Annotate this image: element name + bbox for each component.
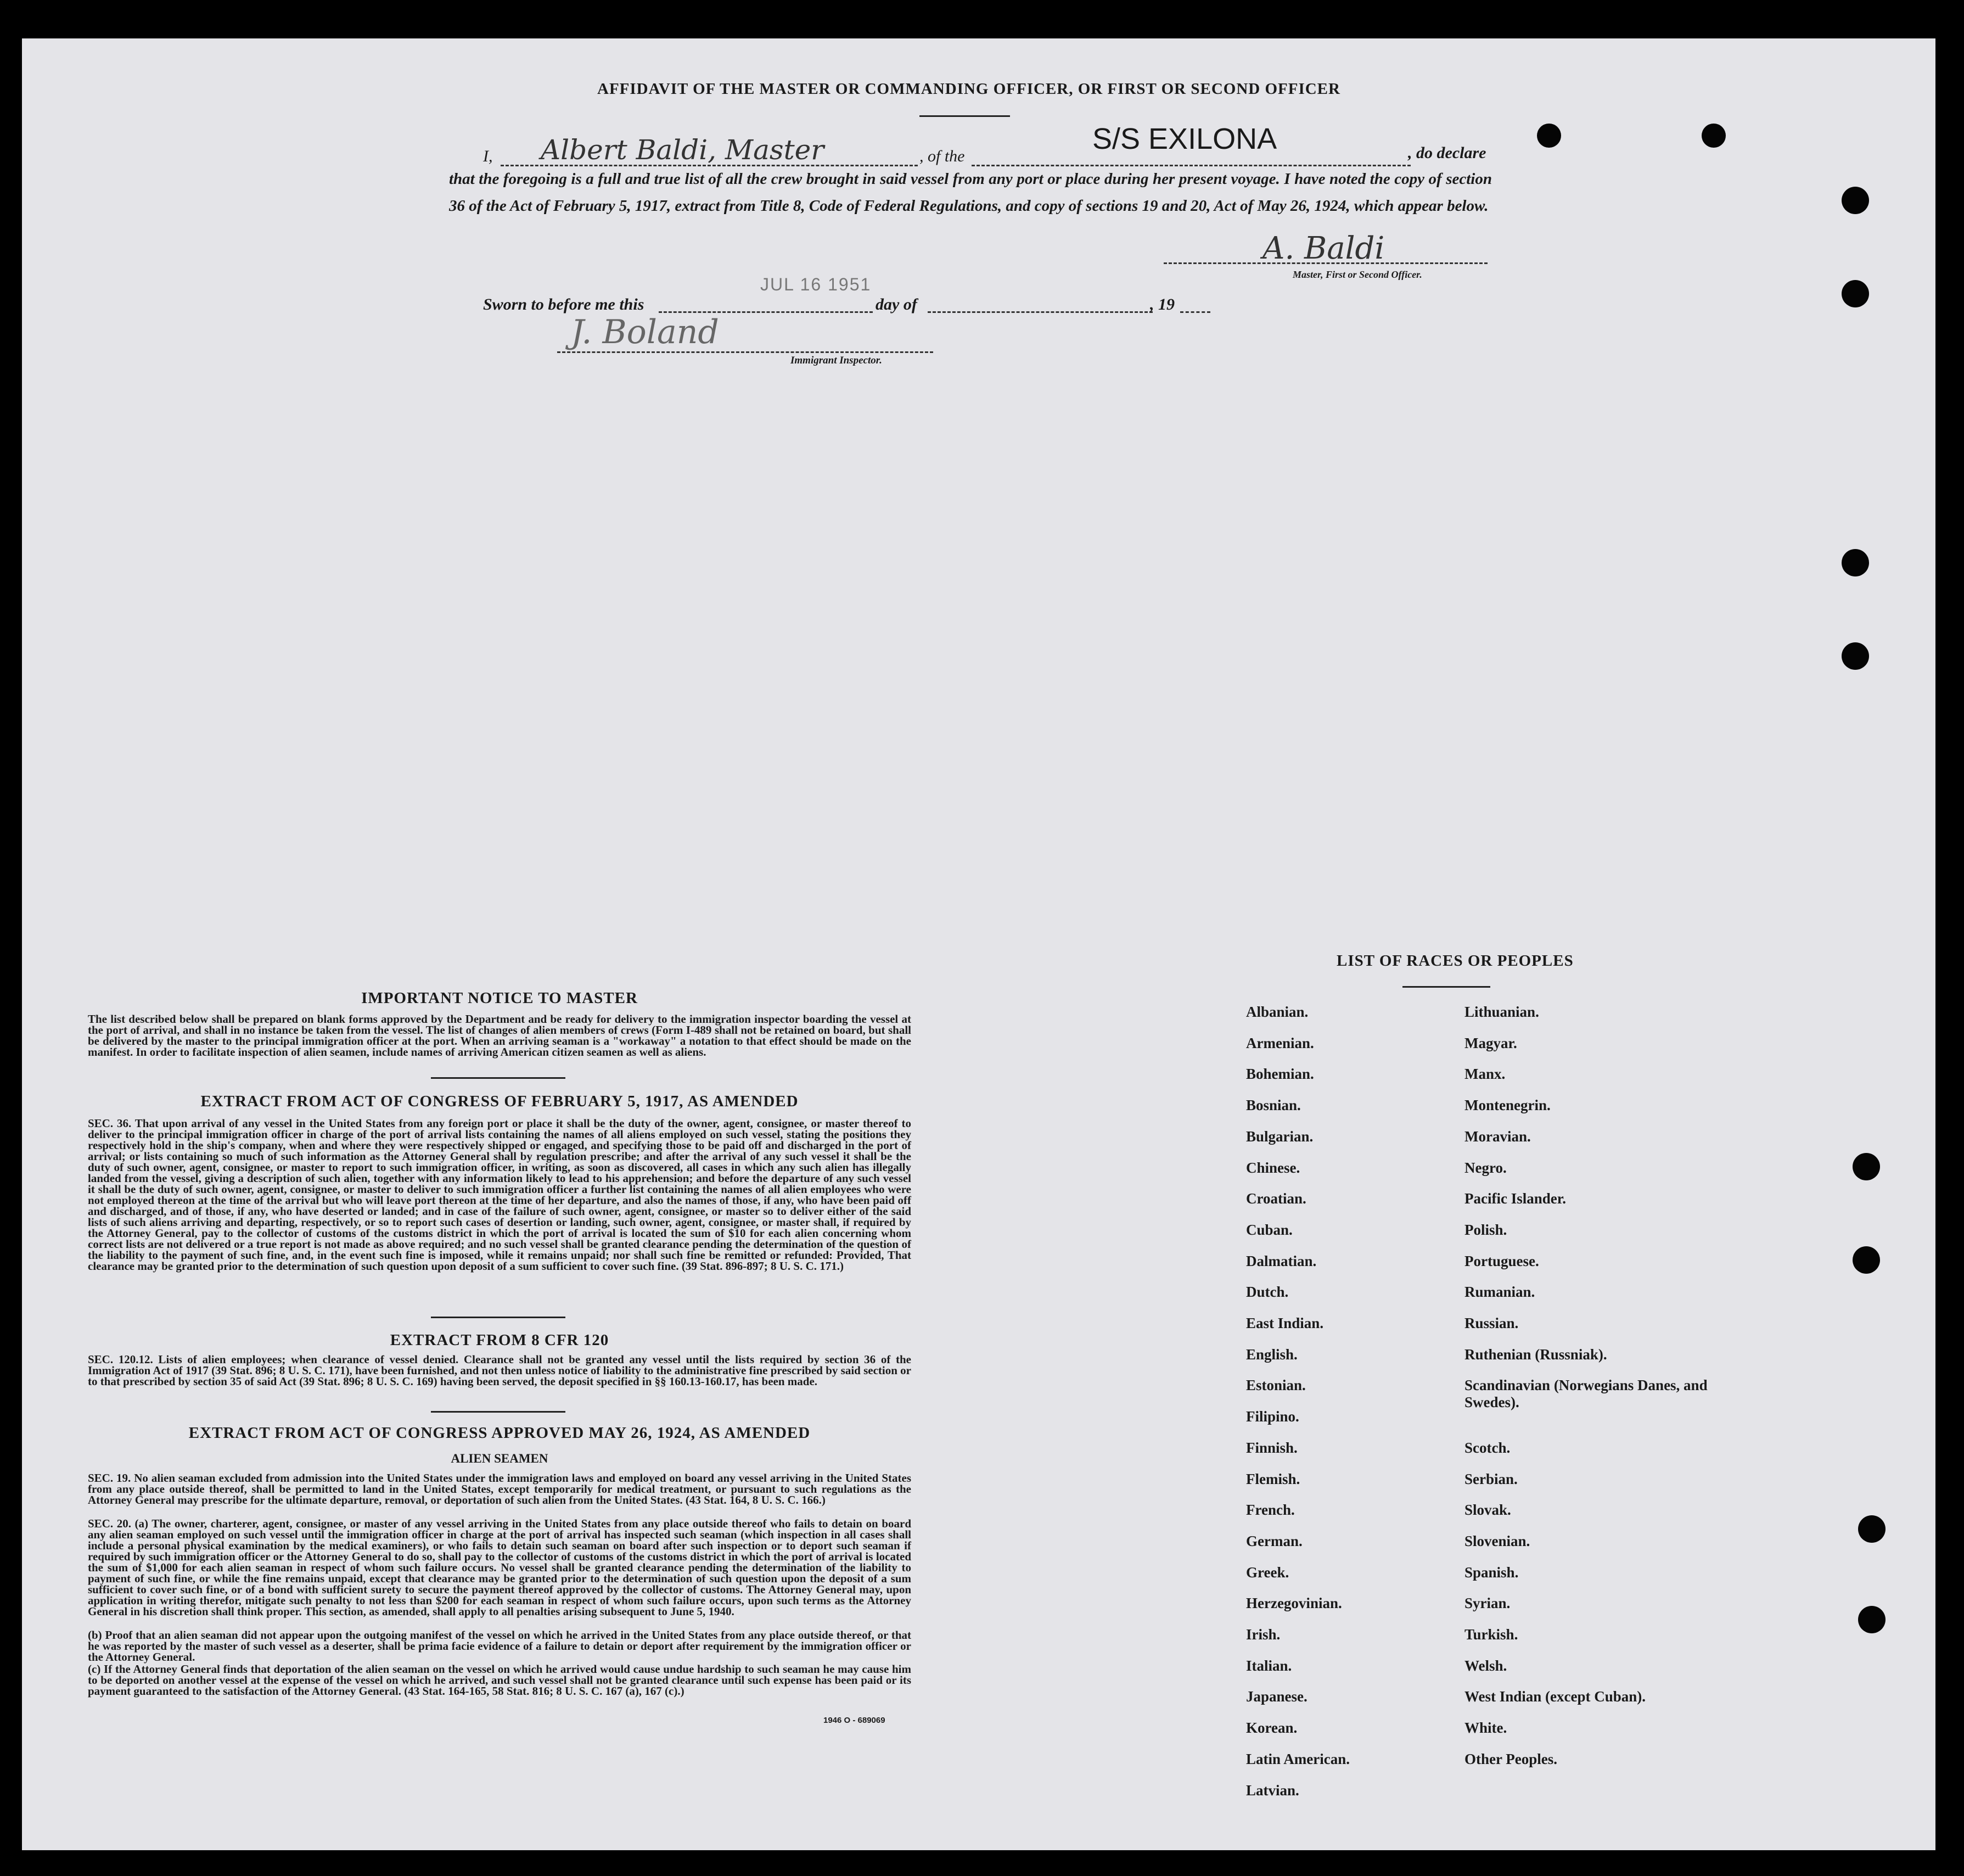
extract-cfr-heading: EXTRACT FROM 8 CFR 120	[390, 1331, 609, 1349]
race-item: Albanian.	[1246, 1004, 1309, 1020]
race-item: Portuguese.	[1464, 1252, 1539, 1269]
extract-1924-subheading: ALIEN SEAMEN	[451, 1452, 548, 1465]
race-item: French.	[1246, 1502, 1295, 1519]
race-item: Slovak.	[1464, 1502, 1511, 1519]
race-item: Irish.	[1246, 1626, 1281, 1643]
race-item: Croatian.	[1246, 1190, 1306, 1207]
race-item: Negro.	[1464, 1159, 1507, 1176]
race-item: Polish.	[1464, 1221, 1507, 1238]
affidavit-heading: AFFIDAVIT OF THE MASTER OR COMMANDING OFFICER, OR FIRST OR SECOND OFFICER	[597, 80, 1340, 98]
year-label: , 19	[1150, 295, 1175, 313]
race-item: Finnish.	[1246, 1439, 1298, 1456]
affidavit-statement: that the foregoing is a full and true list of all the crew brought in said vessel from any port or place during her present voyage. I have noted the copy of section 36 of the Act of February 5, 1917, extract from Title 8, Code of Federal Regulations, and copy of sections 19 and 20, Act of May 26, 1924, which appear below.	[449, 170, 1492, 215]
heading-rule	[919, 115, 1010, 117]
race-item: English.	[1246, 1346, 1298, 1363]
punch-hole	[1853, 1153, 1880, 1180]
section-rule	[431, 1411, 565, 1413]
race-item: Spanish.	[1464, 1564, 1519, 1581]
section-rule	[431, 1077, 565, 1079]
race-item: Rumanian.	[1464, 1284, 1535, 1301]
race-item: Other Peoples.	[1464, 1750, 1557, 1767]
race-item: Scotch.	[1464, 1439, 1511, 1456]
race-item: Lithuanian.	[1464, 1004, 1539, 1020]
month-line	[928, 311, 1153, 313]
races-heading: LIST OF RACES OR PEOPLES	[1337, 952, 1574, 970]
print-code: 1946 O - 689069	[823, 1716, 885, 1725]
race-item: Serbian.	[1464, 1470, 1518, 1487]
section-rule	[431, 1317, 565, 1318]
i-label: I,	[483, 147, 493, 165]
race-item: Ruthenian (Russniak).	[1464, 1346, 1607, 1363]
extract-1917-heading: EXTRACT FROM ACT OF CONGRESS OF FEBRUARY 5, 1917, AS AMENDED	[200, 1093, 799, 1110]
race-item: Manx.	[1464, 1066, 1506, 1083]
master-name: Albert Baldi, Master	[541, 134, 824, 166]
extract-cfr-text: SEC. 120.12. Lists of alien employees; when clearance of vessel denied. Clearance shall not be granted any vessel until the lists required by section 36 of the Immigration Act of 1917 (39 Stat. 896; 8 U. S. C. 171), have been furnished, and not then unless notice of liability to the administrative fine prescribed by said section or to that prescribed by section 35 of said Act (39 Stat. 896; 8 U. S. C. 169) having been served, the deposit specified in §§ 160.13-160.17, has been made.	[88, 1353, 911, 1388]
race-item: Syrian.	[1464, 1595, 1511, 1612]
race-item: Chinese.	[1246, 1159, 1300, 1176]
races-rule	[1402, 986, 1490, 988]
race-item: Estonian.	[1246, 1377, 1306, 1394]
punch-hole	[1702, 124, 1726, 148]
master-signature: A. Baldi	[1262, 231, 1385, 266]
race-item: Moravian.	[1464, 1128, 1531, 1145]
race-item: Turkish.	[1464, 1626, 1518, 1643]
sworn-label: Sworn to before me this	[483, 295, 644, 313]
day-of-label: day of	[876, 295, 917, 313]
race-item: German.	[1246, 1532, 1303, 1549]
race-item: Flemish.	[1246, 1470, 1300, 1487]
vessel-name: S/S EXILONA	[1092, 122, 1277, 155]
race-item: White.	[1464, 1720, 1507, 1737]
race-item: Dalmatian.	[1246, 1252, 1317, 1269]
race-item: Slovenian.	[1464, 1532, 1530, 1549]
punch-hole	[1858, 1515, 1886, 1543]
year-line	[1180, 311, 1210, 313]
do-declare-label: , do declare	[1408, 144, 1486, 162]
sec-20c-text: (c) If the Attorney General finds that deportation of the alien seaman on the vessel on which he arrived would cause undue hardship to such seaman he may cause him to be deported on another vessel at the expense of the vessel on which he arrived, and such vessel shall not be granted clearance until such expense has been paid or its payment guaranteed to the satisfaction of the Attorney General. (43 Stat. 164-165, 58 Stat. 816; 8 U. S. C. 167 (a), 167 (c).)	[88, 1662, 911, 1698]
race-item: Magyar.	[1464, 1034, 1517, 1051]
race-item: Herzegovinian.	[1246, 1595, 1342, 1612]
race-item: Filipino.	[1246, 1408, 1299, 1425]
race-item: Scandinavian (Norwegians Danes, and Swedes).	[1464, 1377, 1708, 1411]
race-item: Latvian.	[1246, 1782, 1299, 1799]
punch-hole	[1858, 1606, 1886, 1633]
race-item: Cuban.	[1246, 1221, 1293, 1238]
of-the-label: , of the	[919, 147, 965, 165]
inspector-line	[557, 351, 933, 353]
race-item: Pacific Islander.	[1464, 1190, 1566, 1207]
notice-text: The list described below shall be prepared on blank forms approved by the Department and be ready for delivery to the immigration inspector boarding the vessel at the port of arrival, and shall in no instance be taken from the vessel. The list of changes of alien members of crews (Form I-489 shall not be retained on board, but shall be delivered by the master to the principal immigration officer at the port. When an arriving seaman is a "workaway" a notation to that effect should be made on the manifest. In order to facilitate inspection of alien seamen, include names of arriving American citizen seamen as well as aliens.	[88, 1012, 911, 1059]
race-item: Greek.	[1246, 1564, 1289, 1581]
extract-1924-heading: EXTRACT FROM ACT OF CONGRESS APPROVED MAY 26, 1924, AS AMENDED	[188, 1424, 811, 1442]
signature-caption: Master, First or Second Officer.	[1293, 269, 1422, 280]
race-item: Italian.	[1246, 1657, 1292, 1674]
punch-hole	[1842, 280, 1869, 307]
punch-hole	[1842, 549, 1869, 576]
sec-19-text: SEC. 19. No alien seaman excluded from admission into the United States under the immigration laws and employed on board any vessel arriving in the United States from any place outside thereof, shall be permitted to land in the United States, except temporarily for medical treatment, or pursuant to such regulations as the Attorney General may prescribe for the ultimate departure, removal, or deportation of such alien from the United States. (43 Stat. 164, 8 U. S. C. 166.)	[88, 1471, 911, 1507]
race-item: Montenegrin.	[1464, 1097, 1551, 1114]
sworn-stamp: JUL 16 1951	[760, 275, 872, 294]
inspector-caption: Immigrant Inspector.	[790, 355, 882, 366]
race-item: Bulgarian.	[1246, 1128, 1314, 1145]
race-item: East Indian.	[1246, 1315, 1324, 1331]
punch-hole	[1853, 1246, 1880, 1274]
race-item: Dutch.	[1246, 1284, 1289, 1301]
notice-heading: IMPORTANT NOTICE TO MASTER	[361, 989, 638, 1007]
extract-1917-text: SEC. 36. That upon arrival of any vessel in the United States from any foreign port or place it shall be the duty of the owner, agent, consignee, or master thereof to deliver to the principal immigration officer in charge of the port of arrival lists containing the names of all aliens employed on such vessel, stating the positions they respectively hold in the ship's company, when and where they were respectively shipped or engaged, and specifying those to be paid off and discharged in the port of arrival; or lists containing so much of such information as the Attorney General shall by regulation prescribe; and after the arrival of any such vessel it shall be the duty of such owner, agent, consignee, or master to report to such immigration officer, in writing, as soon as discovered, all cases in which any such alien has illegally landed from the vessel, giving a description of such alien, together with any information likely to lead to his apprehension; and before the departure of any such vessel it shall be the duty of such owner, agent, consignee, or master to deliver to such immigration officer a further list containing the names of all alien employees who were not employed thereon at the time of the arrival but who will leave port thereon at the time of her departure, and also the names of those, if any, who have been paid off and discharged, and of those, if any, who have deserted or landed; and in case of the failure of such owner, agent, consignee, or master so to deliver either of the said lists of such aliens arriving and departing, respectively, or so to report such cases of desertion or landing, such owner, agent, consignee, or master shall, if required by the Attorney General, pay to the collector of customs of the customs district in which the port of arrival is located the sum of $10 for each alien concerning whom correct lists are not delivered or a true report is not made as above required; and no such vessel shall be granted clearance pending the determination of the question of the liability to the payment of such fine, and, in the event such fine is imposed, while it remains unpaid; nor shall such fine be remitted or refunded: Provided, That clearance may be granted prior to the determination of such question upon deposit of a sum sufficient to cover such fine. (39 Stat. 896-897; 8 U. S. C. 171.)	[88, 1117, 911, 1273]
race-item: Korean.	[1246, 1720, 1298, 1737]
race-item: Russian.	[1464, 1315, 1519, 1331]
race-item: Welsh.	[1464, 1657, 1507, 1674]
punch-hole	[1842, 187, 1869, 214]
inspector-signature: J. Boland	[571, 313, 719, 351]
race-item: West Indian (except Cuban).	[1464, 1688, 1646, 1705]
race-item: Armenian.	[1246, 1034, 1314, 1051]
race-item: Japanese.	[1246, 1688, 1308, 1705]
race-item: Latin American.	[1246, 1750, 1350, 1767]
punch-hole	[1842, 642, 1869, 670]
sec-20a-text: SEC. 20. (a) The owner, charterer, agent, consignee, or master of any vessel arriving in the United States from any place outside thereof who fails to detain on board any alien seaman employed on such vessel until the immigration officer in charge at the port of arrival has inspected such seaman (which inspection in all cases shall include a personal physical examination by the medical examiners), or who fails to detain such seaman on board after such inspection or to deport such seaman if required by such immigration officer or the Attorney General to do so, shall pay to the collector of customs of the customs district in which the port of arrival is located the sum of $1,000 for each alien seaman in respect of whom such failure occurs. No vessel shall be granted clearance pending the determination of the liability to payment of such fine, or while the fine remains unpaid, except that clearance may be granted prior to the determination of such question upon the deposit of a sum sufficient to cover such fine, or of a bond with sufficient surety to secure the payment thereof approved by the collector of customs. The Attorney General may, upon application in writing therefor, mitigate such penalty to not less than $200 for each seaman in respect of whom such failure occurs, upon such terms as the Attorney General in his discretion shall think proper. This section, as amended, shall apply to all penalties arising subsequent to June 5, 1940.	[88, 1517, 911, 1618]
sec-20b-text: (b) Proof that an alien seaman did not appear upon the outgoing manifest of the vessel on which he arrived in the United States from any place outside thereof, or that he was reported by the master of such vessel as a deserter, shall be prima facie evidence of a failure to detain or deport after requirement by the immigration officer or the Attorney General.	[88, 1628, 911, 1664]
race-item: Bohemian.	[1246, 1066, 1314, 1083]
punch-hole	[1537, 124, 1561, 148]
race-item: Bosnian.	[1246, 1097, 1301, 1114]
